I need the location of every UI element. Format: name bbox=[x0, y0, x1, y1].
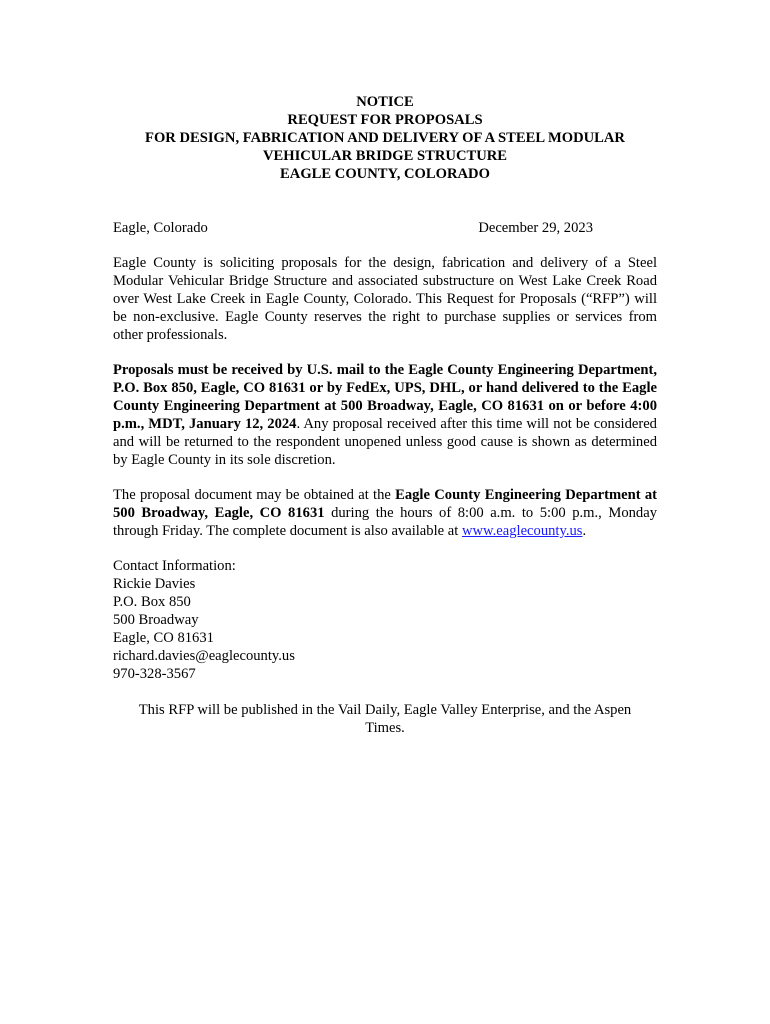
title-line-rfp: REQUEST FOR PROPOSALS bbox=[287, 112, 483, 128]
document-page bbox=[113, 93, 657, 737]
title-line-county: EAGLE COUNTY, COLORADO bbox=[280, 166, 490, 182]
dateline-place: Eagle, Colorado bbox=[113, 220, 208, 236]
contact-street: 500 Broadway bbox=[113, 612, 199, 628]
submission-deadline-text: Proposals must be received by U.S. mail to the Eagle County Engineering Department, P.O. Box 850, Eagle, CO 81631 or by FedEx, UPS, DHL, or hand delivered to the Eagle County Engineering Department at 500 Broadway, Eagle, CO 81631 on or before 4:00 p.m., MDT, January 12, 2024 bbox=[113, 362, 657, 432]
availability-end: . bbox=[582, 523, 587, 539]
document-availability-paragraph bbox=[113, 486, 657, 540]
county-website-link[interactable]: www.eaglecounty.us bbox=[461, 523, 583, 539]
contact-heading: Contact Information: bbox=[113, 558, 236, 574]
title-line-purpose: FOR DESIGN, FABRICATION AND DELIVERY OF A STEEL MODULAR bbox=[145, 130, 625, 146]
contact-phone: 970-328-3567 bbox=[113, 666, 196, 682]
title-line-structure: VEHICULAR BRIDGE STRUCTURE bbox=[262, 148, 508, 164]
notice-title bbox=[113, 93, 657, 183]
submission-conditions-text: . Any proposal received after this time will not be considered and will be returned to the respondent unopened unless good cause is shown as determined by Eagle County in its sole discretion. bbox=[113, 416, 657, 468]
contact-email: richard.davies@eaglecounty.us bbox=[113, 648, 295, 664]
availability-hours: during the hours of 8:00 a.m. to 5:00 p.m., Monday through Friday. The complete document is also available at bbox=[113, 505, 657, 539]
contact-name: Rickie Davies bbox=[113, 576, 196, 592]
contact-information bbox=[113, 557, 657, 683]
dateline-date: December 29, 2023 bbox=[478, 220, 593, 236]
solicitation-paragraph: Eagle County is soliciting proposals for the design, fabrication and delivery of a Steel Modular Vehicular Bridge Structure and associated substructure on West Lake Creek Road over West Lake Creek in Eagle County, Colorado. This Request for Proposals (“RFP”) will be non-exclusive. Eagle County reserves the right to purchase supplies or services from other professionals. bbox=[113, 255, 657, 343]
dateline bbox=[113, 219, 657, 237]
availability-intro: The proposal document may be obtained at the bbox=[113, 487, 396, 503]
contact-po-box: P.O. Box 850 bbox=[113, 594, 191, 610]
contact-city: Eagle, CO 81631 bbox=[113, 630, 214, 646]
availability-location: Eagle County Engineering Department at 500 Broadway, Eagle, CO 81631 bbox=[113, 487, 657, 521]
publication-notice: This RFP will be published in the Vail Daily, Eagle Valley Enterprise, and the Aspen Times. bbox=[138, 702, 632, 736]
title-line-notice: NOTICE bbox=[356, 94, 414, 110]
submission-paragraph bbox=[113, 361, 657, 469]
